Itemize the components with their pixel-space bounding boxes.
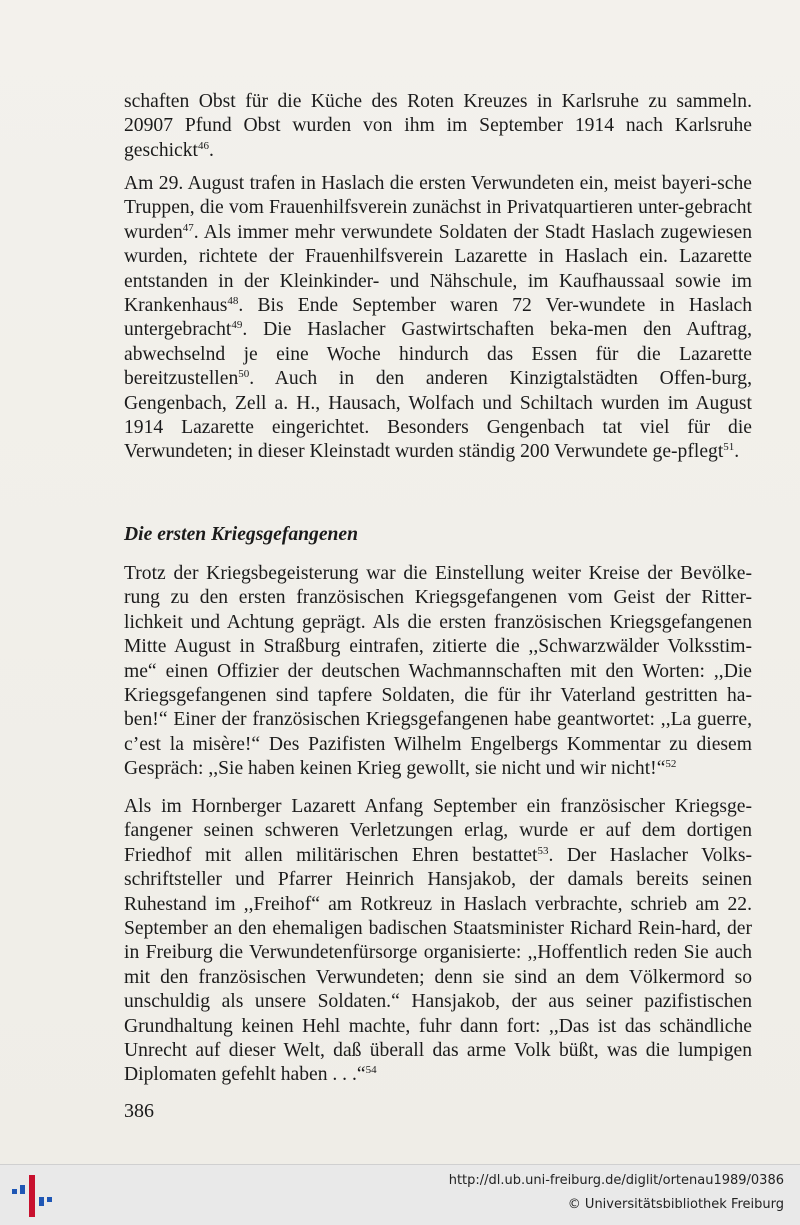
footer-url-link[interactable]: http://dl.ub.uni-freiburg.de/diglit/ortenau1989/0386: [448, 1173, 784, 1188]
page-number: 386: [124, 1100, 154, 1122]
footnote-marker: 46: [198, 139, 209, 152]
footnote-marker: 49: [231, 319, 243, 332]
section-heading: Die ersten Kriegsgefangenen: [124, 524, 359, 545]
footnote-marker: 53: [537, 844, 549, 857]
footnote-marker: 50: [238, 368, 250, 381]
footnote-marker: 51: [723, 441, 735, 454]
footer-bar: [0, 1164, 800, 1225]
footnote-marker: 54: [365, 1064, 377, 1077]
footer-copyright: © Universitätsbibliothek Freiburg: [567, 1197, 784, 1212]
paragraph-1: schaften Obst für die Küche des Roten Kreuzes in Karlsruhe zu sammeln. 20907 Pfund Obst wurden von ihm im September 1914 nach Karlsruhe geschickt$^{46}$.: [124, 91, 752, 161]
footnote-marker: 52: [665, 758, 677, 771]
paragraph-3: Trotz der Kriegsbegeisterung war die Einstellung weiter Kreise der Bevölke-rung zu den ersten französischen Kriegsgefangenen vom Geist der Ritter-lichkeit und Achtung geprägt. Als die ersten französischen Kriegsgefangenen Mitte August in Straßburg eintrafen, zitierte die ,,Schwarzwälder Volksstim-me“ einen Offizier der deutschen Wachmannschaften mit den Worten: ,,Die Kriegsgefangenen sind tapfere Soldaten, die für ihr Vaterland gestritten ha-ben!“ Einer der französischen Kriegsgefangenen habe geantwortet: ,,La guerre, c’est la misère!“ Des Pazifisten Wilhelm Engelbergs Kommentar zu diesem Gespräch: ,,Sie haben keinen Krieg gewollt, sie nicht und wir nicht!“$^{52}$: [124, 563, 752, 780]
ub-freiburg-logo-icon: [8, 1173, 56, 1219]
paragraph-2: Am 29. August trafen in Haslach die ersten Verwundeten ein, meist bayeri-sche Truppen, die vom Frauenhilfsverein zunächst in Privatquartieren unter-gebracht wurden$^{47}$. Als immer mehr verwundete Soldaten der Stadt Haslach zugewiesen wurden, richtete der Frauenhilfsverein Lazarette in Haslach ein. Lazarette entstanden in der Kleinkinder- und Nähschule, im Kaufhaussaal sowie im Krankenhaus$^{48}$. Bis Ende September waren 72 Ver-wundete in Haslach untergebracht$^{49}$. Die Haslacher Gastwirtschaften beka-men den Auftrag, abwechselnd je eine Woche hindurch das Essen für die Lazarette bereitzustellen$^{50}$. Auch in den anderen Kinzigtalstädten Offen-burg, Gengenbach, Zell a. H., Hausach, Wolfach und Schiltach wurden im August 1914 Lazarette eingerichtet. Besonders Gengenbach tat viel für die Verwundeten; in dieser Kleinstadt wurden ständig 200 Verwundete ge-pflegt$^{51}$.: [124, 173, 752, 463]
paragraph-4: Als im Hornberger Lazarett Anfang September ein französischer Kriegsge-fangener seinen schweren Verletzungen erlag, wurde er auf dem dortigen Friedhof mit allen militärischen Ehren bestattet$^{53}$. Der Haslacher Volks-schriftsteller und Pfarrer Heinrich Hansjakob, der damals bereits seinen Ruhestand im ,,Freihof“ am Rotkreuz in Haslach verbrachte, schrieb am 22. September an den ehemaligen badischen Staatsminister Richard Rein-hard, der in Freiburg die Verwundetenfürsorge organisierte: ,,Hoffentlich reden Sie auch mit den französischen Verwundeten; denn sie sind an dem Völkermord so unschuldig als unsere Soldaten.“ Hansjakob, der aus seiner pazifistischen Grundhaltung keinen Hehl machte, fuhr dann fort: ,,Das ist das schändliche Unrecht auf dieser Welt, daß überall das arme Volk büßt, was die lumpigen Diplomaten gefehlt haben . . .“$^{54}$: [124, 796, 752, 1086]
footnote-marker: 47: [182, 221, 194, 234]
footnote-marker: 48: [227, 295, 239, 308]
